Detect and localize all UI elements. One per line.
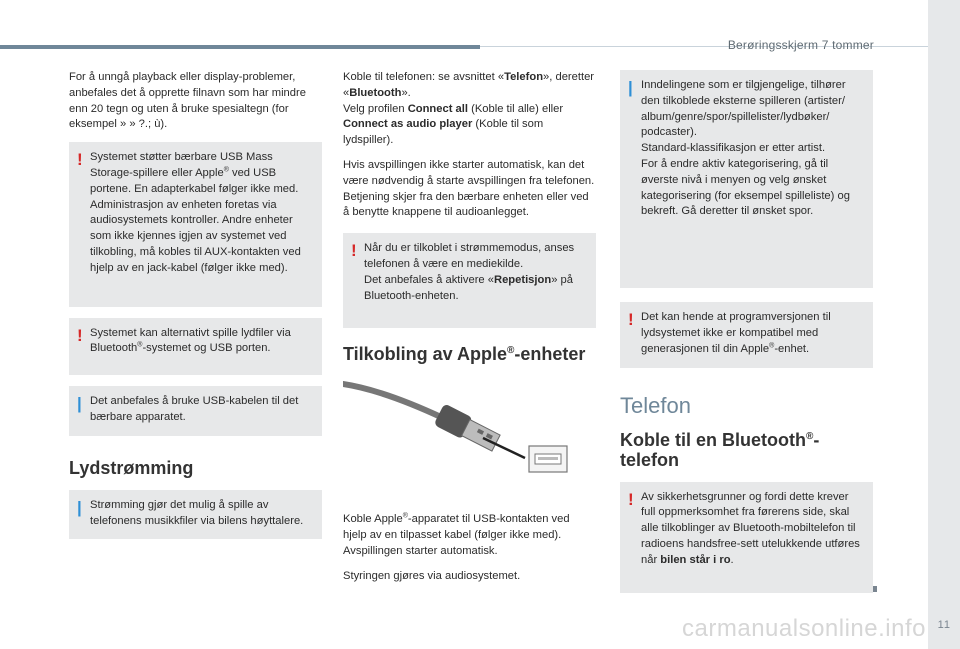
warning-box <box>620 302 873 367</box>
column-1 <box>69 70 322 550</box>
warning-text: Av sikkerhetsgrunner og fordi dette krever full oppmerksomhet fra førerens side, skal alle tilkoblinger av Bluetooth-mobiltelefon til radioens handsfree-sett utelukkende utføres når bilen står i ro. <box>641 490 860 566</box>
warning-exclamation-icon: ! <box>628 310 634 330</box>
info-text: Strømming gjør det mulig å spille av telefonens musikkfiler via bilens høyttalere. <box>90 498 304 527</box>
section-heading-bluetooth: Koble til en Bluetooth®-telefon <box>620 429 820 470</box>
usb-cable-illustration <box>343 376 596 494</box>
section-heading-lydstromming: Lydstrømming <box>69 457 194 478</box>
warning-text: Systemet kan alternativt spille lydfiler via Bluetooth®-systemet og USB porten. <box>90 326 291 355</box>
info-bar-icon: | <box>77 497 82 517</box>
control-paragraph: Styringen gjøres via audiosystemet. <box>343 569 521 582</box>
warning-exclamation-icon: ! <box>351 241 357 261</box>
warning-box <box>620 482 873 593</box>
usb-cable-icon <box>343 384 443 418</box>
apple-connect-paragraph: Koble Apple®-apparatet til USB-kontakten ved hjelp av en tilpasset kabel (følger ikke med). Avspillingen starter automatisk. <box>343 512 570 557</box>
warning-box <box>343 233 596 328</box>
info-text: Inndelingene som er tilgjengelige, tilhører den tilkoblede eksterne spilleren (artister/ album/genre/spor/spillelister/lydbøker/ podcaster). Standard-klassifikasjon er etter artist. For å endre aktiv kategorisering, gå til øverste nivå i menyen og velg ønsket kategorisering (for eksempel spilleliste) og bekreft. Gå deretter til ønsket spor. <box>641 79 850 218</box>
info-bar-icon: | <box>628 78 633 97</box>
column-2 <box>343 70 596 593</box>
page-sidebar <box>928 0 960 649</box>
warning-exclamation-icon: ! <box>77 325 83 345</box>
chapter-title-telefon: Telefon <box>620 392 691 418</box>
column-3 <box>620 70 873 604</box>
usb-plug-icon <box>434 404 502 454</box>
warning-exclamation-icon: ! <box>628 489 634 509</box>
warning-box <box>69 318 322 376</box>
header-rule <box>0 45 480 49</box>
playback-paragraph: Hvis avspillingen ikke starter automatisk, kan det være nødvendig å starte avspillingen fra telefonen. Betjening skjer fra den bærbare enheten eller ved å benytte knappene til audioanlegget. <box>343 158 595 219</box>
info-box <box>620 70 873 288</box>
connect-paragraph: Koble til telefonen: se avsnittet «Telefon», deretter «Bluetooth». Velg profilen Connect all (Koble til alle) eller Connect as audio player (Koble til som lydspiller). <box>343 71 595 147</box>
info-box <box>69 490 322 540</box>
intro-paragraph: For å unngå playback eller display-problemer, anbefales det å opprette filnavn som har mindre enn 20 tegn og uten å bruke spesialtegn (for eksempel » » ?.; ù). <box>69 71 306 131</box>
section-heading-apple: Tilkobling av Apple®-enheter <box>343 344 586 365</box>
info-bar-icon: | <box>77 394 82 414</box>
warning-text: Det kan hende at programversjonen til lydsystemet ikke er kompatibel med generasjonen til din Apple®-enhet. <box>641 311 831 355</box>
warning-text: Systemet støtter bærbare USB Mass Storage-spillere eller Apple® ved USB portene. En adapterkabel følger ikke med. Administrasjon av enheten foretas via audiosystemets kontroller. Andre enheter som ikke kjennes igjen av systemet ved tilkobling, må kobles til AUX-kontakten ved hjelp av en jack-kabel (følger ikke med). <box>90 151 301 274</box>
warning-text: Når du er tilkoblet i strømmemodus, anses telefonen å være en mediekilde. Det anbefales å aktivere «Repetisjon» på Bluetooth-enheten. <box>364 242 575 302</box>
watermark: carmanualsonline.info <box>682 615 926 642</box>
page-number: 11 <box>937 619 951 631</box>
info-text: Det anbefales å bruke USB-kabelen til det bærbare apparatet. <box>90 395 299 423</box>
warning-box <box>69 142 322 306</box>
page-header-title: Berøringsskjerm 7 tommer <box>727 38 874 52</box>
info-box <box>69 386 322 436</box>
warning-exclamation-icon: ! <box>77 150 83 170</box>
